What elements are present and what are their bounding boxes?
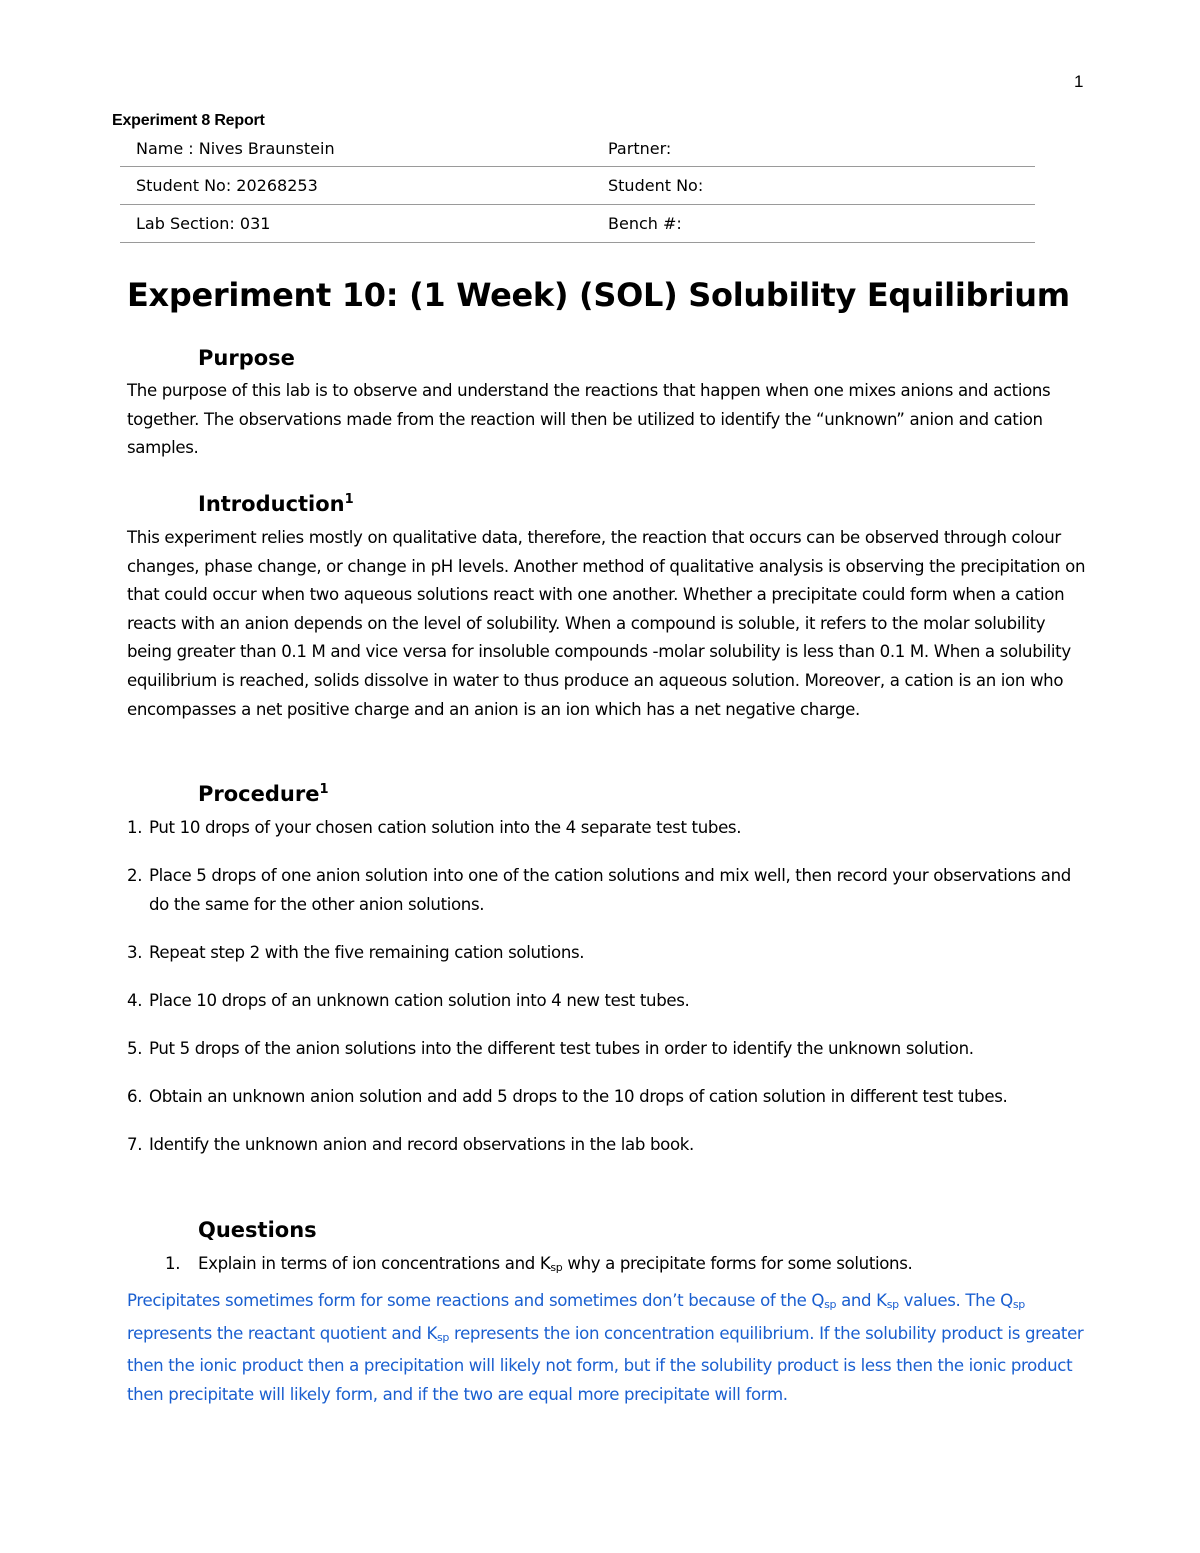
student-no-cell: Student No: 20268253: [120, 167, 592, 205]
report-label: Experiment 8 Report: [112, 112, 265, 129]
step-text: Place 10 drops of an unknown cation solution into 4 new test tubes.: [149, 990, 690, 1010]
page-number: 1: [1074, 72, 1084, 91]
purpose-text: The purpose of this lab is to observe and understand the reactions that happen when one mixes anions and actions together. The observations made from the reaction will then be utilized to identify the “unknown” anion and cation samples.: [127, 381, 1051, 458]
question-text-a: Explain in terms of ion concentrations and K: [198, 1254, 551, 1273]
step-text: Place 5 drops of one anion solution into one of the cation solutions and mix well, then record your observations and do the same for the other anion solutions.: [149, 866, 1071, 914]
student-info-table: [120, 131, 1035, 243]
step-text: Repeat step 2 with the five remaining cation solutions.: [149, 942, 585, 962]
question-number: 1.: [165, 1254, 181, 1273]
citation-superscript: 1: [319, 782, 329, 797]
answer-part: represents the ion concentration equilibrium. If the solubility product is greater then the ionic product then a precipitation will likely not form, but if the solubility product is less then the ionic product then precipitate will likely form, and if the two are equal more precipitate will form.: [127, 1323, 1084, 1404]
step-number: 7.: [127, 1135, 143, 1155]
answer-part: and K: [836, 1291, 887, 1310]
introduction-text: This experiment relies mostly on qualitative data, therefore, the reaction that occurs can be observed through colour changes, phase change, or change in pH levels. Another method of qualitative analysis is observing the precipitation on that could occur when two aqueous solutions react with one another. Whether a precipitate could form when a cation reacts with an anion depends on the level of solubility. When a compound is soluble, it refers to the molar solubility being greater than 0.1 M and vice versa for insoluble compounds -molar solubility is less than 0.1 M. When a solubility equilibrium is reached, solids dissolve in water to thus produce an aqueous solution. Moreover, a cation is an ion who encompasses a net positive charge and an anion is an ion which has a net negative charge.: [127, 528, 1086, 719]
subscript: sp: [886, 1298, 899, 1311]
procedure-heading: [198, 782, 329, 806]
step-number: 2.: [127, 866, 143, 886]
document-title: Experiment 10: (1 Week) (SOL) Solubility Equilibrium: [127, 276, 1070, 314]
procedure-steps: [127, 814, 1087, 1179]
questions-heading: Questions: [198, 1218, 317, 1242]
step-text: Put 10 drops of your chosen cation solution into the 4 separate test tubes.: [149, 818, 742, 837]
question-text: [198, 1250, 912, 1282]
step-text: Obtain an unknown anion solution and add 5 drops to the 10 drops of cation solution in different test tubes.: [149, 1087, 1008, 1107]
step-text: Put 5 drops of the anion solutions into the different test tubes in order to identify the unknown solution.: [149, 1038, 974, 1058]
step-text: Identify the unknown anion and record observations in the lab book.: [149, 1135, 694, 1155]
answer-text: [127, 1287, 1087, 1409]
subscript: sp: [550, 1261, 563, 1274]
list-item: [127, 814, 1087, 843]
answer-part: represents the reactant quotient and K: [127, 1323, 438, 1343]
name-cell: Name : Nives Braunstein: [120, 131, 592, 167]
step-number: 1.: [127, 818, 143, 837]
subscript: sp: [1012, 1298, 1025, 1311]
list-item: [127, 987, 1087, 1016]
purpose-heading: Purpose: [198, 346, 295, 370]
answer-part: Precipitates sometimes form for some reactions and sometimes don’t because of the Q: [127, 1291, 825, 1310]
question-text-b: why a precipitate forms for some solutions.: [562, 1254, 913, 1273]
step-number: 3.: [127, 942, 143, 962]
list-item: [127, 1035, 1087, 1064]
list-item: [127, 1131, 1087, 1160]
subscript: sp: [824, 1298, 837, 1311]
list-item: [127, 939, 1087, 968]
procedure-heading-text: Procedure: [198, 782, 320, 806]
lab-section-cell: Lab Section: 031: [120, 205, 592, 243]
step-number: 6.: [127, 1087, 143, 1107]
step-number: 4.: [127, 990, 143, 1010]
step-number: 5.: [127, 1038, 143, 1058]
table-row: [120, 131, 1035, 167]
list-item: [127, 862, 1087, 919]
list-item: [127, 1083, 1087, 1112]
table-row: [120, 205, 1035, 243]
answer-part: values. The Q: [898, 1291, 1013, 1310]
partner-student-no-cell: Student No:: [592, 167, 1035, 205]
introduction-heading: [198, 492, 354, 516]
subscript: sp: [437, 1330, 450, 1344]
introduction-heading-text: Introduction: [198, 492, 345, 516]
table-row: [120, 167, 1035, 205]
citation-superscript: 1: [344, 492, 354, 507]
bench-cell: Bench #:: [592, 205, 1035, 243]
partner-cell: Partner:: [592, 131, 1035, 167]
